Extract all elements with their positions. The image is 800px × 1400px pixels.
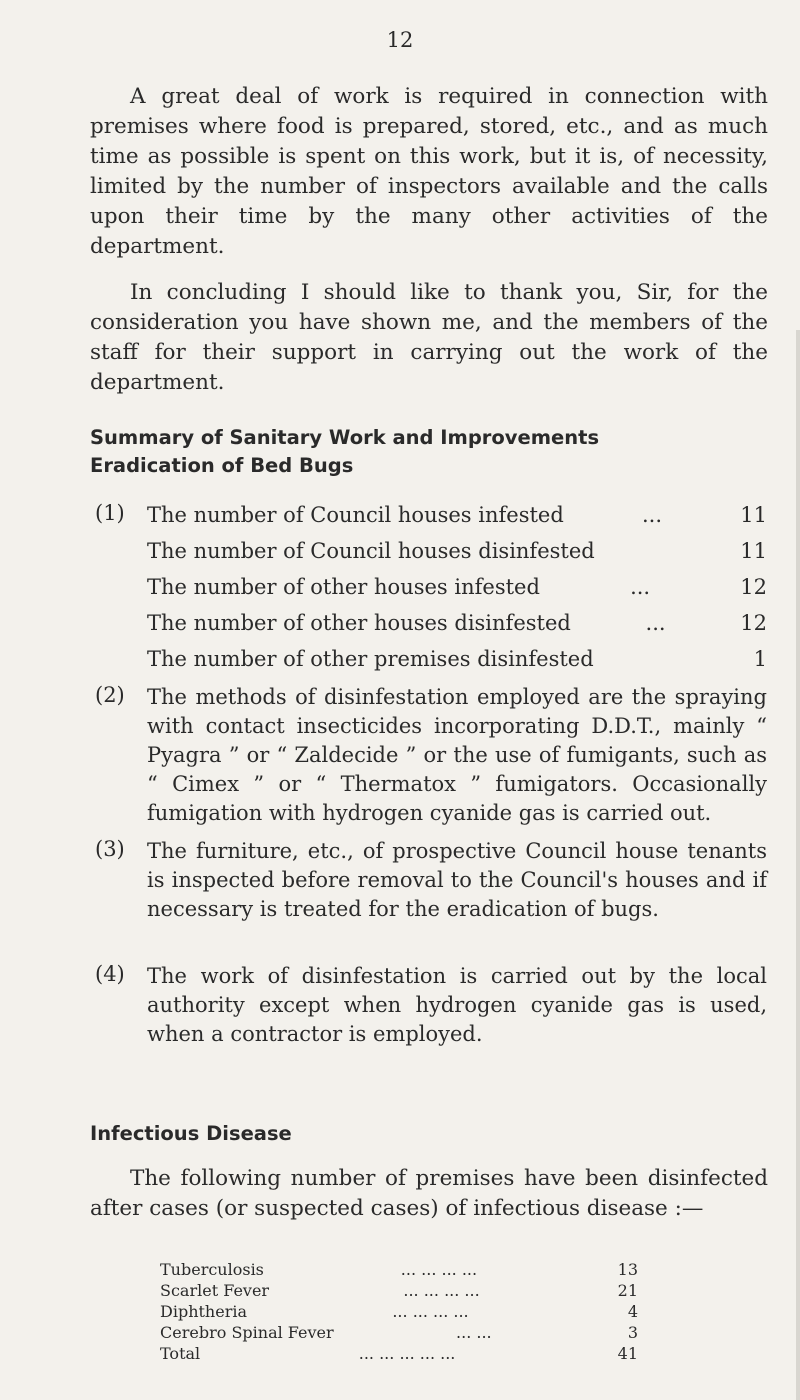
disease-label: Tuberculosis: [160, 1260, 264, 1279]
count-leader: [595, 537, 741, 566]
disease-label: Diphtheria: [160, 1302, 247, 1321]
item-text-3: The furniture, etc., of prospective Council house tenants is inspected before removal to the Council's houses and if necessary is treated for the eradication of bugs.: [147, 839, 767, 921]
bedbug-heading: Eradication of Bed Bugs: [90, 454, 354, 477]
count-value: 11: [740, 503, 767, 527]
item-number-4: (4): [95, 962, 125, 986]
disease-value: 21: [617, 1281, 638, 1300]
count-leader: ...: [645, 611, 666, 635]
bedbug-count-row: [147, 537, 767, 566]
disease-leader: ... ... ... ...: [400, 1260, 478, 1279]
disease-label: Cerebro Spinal Fever: [160, 1323, 334, 1342]
item-text-2: The methods of disinfestation employed are the spraying with contact insecticides incorporating D.D.T., mainly “ Pyagra ” or “ Zaldecide ” or the use of fumigants, such as “ Cimex ” or “ Thermatox ” fumigators. Occasionally fumigation with hydrogen cyanide gas is carried out.: [147, 685, 767, 825]
disease-leader: ... ...: [456, 1323, 492, 1342]
item-number-1: (1): [95, 501, 125, 525]
count-value: 11: [740, 539, 767, 563]
count-label: The number of other houses infested: [147, 575, 540, 599]
item-text-4: The work of disinfestation is carried out by the local authority except when hydrogen cyanide gas is used, when a contractor is employed.: [147, 964, 767, 1046]
item-number-3: (3): [95, 837, 125, 861]
page-number: 12: [386, 28, 414, 52]
disease-value: 41: [617, 1344, 638, 1363]
item-number-2: (2): [95, 683, 125, 707]
count-value: 12: [740, 575, 767, 599]
disease-row: [160, 1260, 638, 1280]
bedbug-count-row: [147, 609, 767, 638]
disease-row: [160, 1323, 638, 1343]
disease-value: 4: [627, 1302, 638, 1321]
disease-leader: ... ... ... ...: [392, 1302, 469, 1321]
infectious-heading: Infectious Disease: [90, 1122, 292, 1145]
page-edge-shadow: [796, 330, 800, 1400]
disease-row: [160, 1281, 638, 1301]
count-value: 12: [740, 611, 767, 635]
count-label: The number of Council houses disinfested: [147, 539, 595, 563]
disease-label: Total: [160, 1344, 201, 1363]
bedbug-count-row: [147, 501, 767, 530]
count-leader: ...: [630, 575, 651, 599]
disease-leader: ... ... ... ...: [403, 1281, 480, 1300]
disease-value: 3: [627, 1323, 638, 1342]
count-leader: [594, 645, 747, 674]
disease-leader: ... ... ... ... ...: [358, 1344, 456, 1363]
count-leader: ...: [642, 503, 663, 527]
bedbug-count-row: [147, 645, 767, 674]
bedbug-count-row: [147, 573, 767, 602]
summary-heading: Summary of Sanitary Work and Improvements: [90, 426, 600, 449]
intro-paragraph-1: A great deal of work is required in connection with premises where food is prepared, stored, etc., and as much time as possible is spent on this work, but it is, of necessity, limited by the number of inspectors available and the calls upon their time by the many other activities of the department.: [90, 84, 768, 259]
infectious-paragraph: The following number of premises have been disinfected after cases (or suspected cases) of infectious disease :—: [90, 1166, 768, 1221]
count-label: The number of other houses disinfested: [147, 611, 571, 635]
disease-value: 13: [617, 1260, 638, 1279]
intro-paragraph-2: In concluding I should like to thank you, Sir, for the consideration you have shown me, and the members of the staff for their support in carrying out the work of the department.: [90, 280, 768, 395]
count-label: The number of other premises disinfested: [147, 647, 594, 671]
disease-row: [160, 1344, 638, 1364]
disease-row: [160, 1302, 638, 1322]
disease-label: Scarlet Fever: [160, 1281, 270, 1300]
count-value: 1: [753, 647, 767, 671]
count-label: The number of Council houses infested: [147, 503, 564, 527]
